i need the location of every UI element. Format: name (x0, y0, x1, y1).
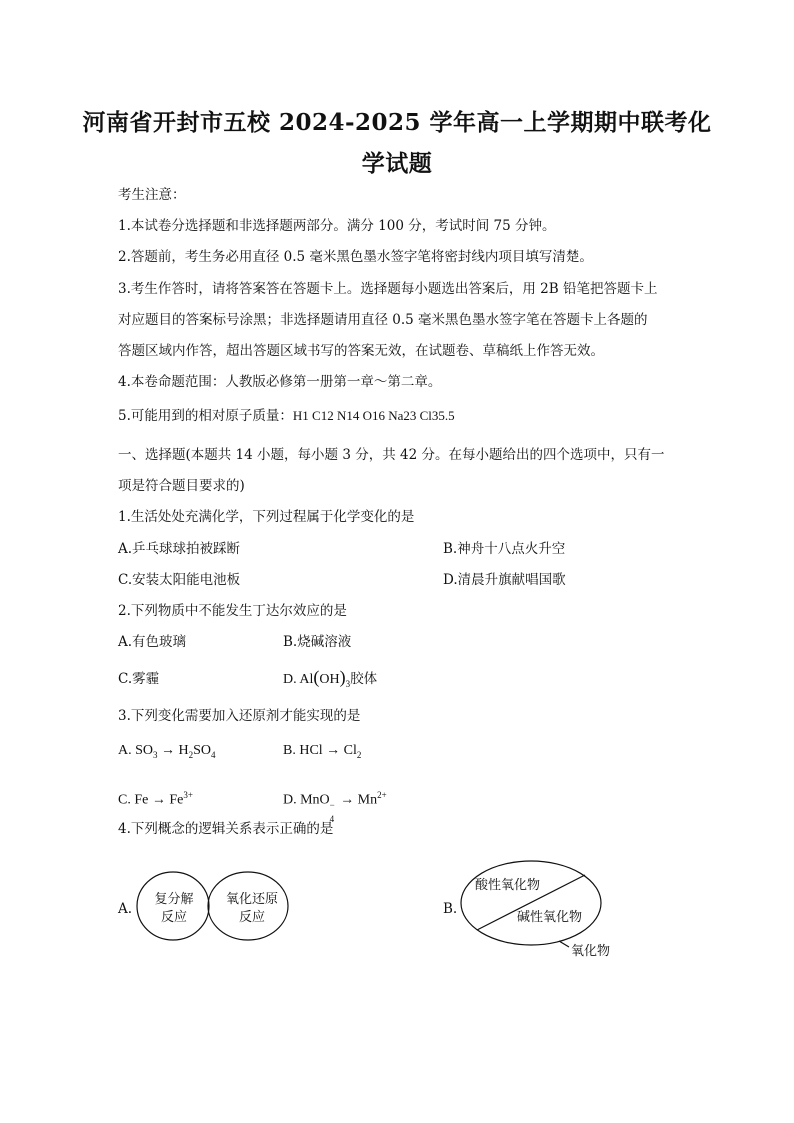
q2-d-prefix: D. Al (283, 672, 314, 687)
q3-d-sup: − (329, 799, 335, 810)
q1-option-a: A.乒乓球球拍被踩断 (118, 541, 241, 557)
q2-option-b: B.烧碱溶液 (283, 634, 352, 650)
q3-a-sub1: 3 (153, 749, 158, 760)
q3-c-text: C. Fe → Fe (118, 792, 184, 808)
notice-item-3: 3.考生作答时，请将答案答在答题卡上。选择题每小题选出答案后，用 2B 铅笔把答题卡上 (118, 281, 658, 297)
q1-option-c: C.安装太阳能电池板 (118, 572, 241, 588)
notice-item-3-cont1: 对应题目的答案标号涂黑；非选择题请用直径 0.5 毫米黑色墨水签字笔在答题卡上各题的 (118, 312, 648, 328)
q3-d-mno: D. MnO (283, 792, 330, 808)
q2-option-a: A.有色玻璃 (118, 634, 187, 650)
oxide-pointer-line (559, 941, 569, 947)
q3-a-so: A. SO (118, 743, 154, 758)
q3-b-sub: 2 (356, 749, 362, 760)
section1-line2: 项是符合题目要求的) (118, 478, 245, 494)
q3-a-sub2: 2 (188, 749, 194, 760)
section1-line1: 一、选择题(本题共 14 小题，每小题 3 分，共 42 分。在每小题给出的四个选项中，只有一 (118, 447, 665, 463)
venn-right-label-1: 氧化还原 (225, 892, 279, 907)
q2-option-d (283, 668, 377, 693)
q3-option-d (283, 786, 387, 824)
q3-a-arrow: → H (157, 743, 189, 758)
venn-right-label-2: 反应 (238, 910, 266, 925)
q4-diagram-a (132, 866, 292, 946)
venn-left-label-2: 反应 (160, 910, 188, 925)
q3-b-text: B. HCl → Cl (283, 743, 357, 758)
basic-oxide-label: 碱性氧化物 (517, 910, 583, 925)
notice-item-3-cont2: 答题区域内作答，超出答题区域书写的答案无效，在试题卷、草稿纸上作答无效。 (118, 343, 604, 359)
atomic-masses: H1 C12 N14 O16 Na23 Cl35.5 (292, 408, 455, 423)
q4-option-a-label: A. (118, 901, 133, 917)
notice-item-5-label: 5.可能用到的相对原子质量： (118, 408, 293, 424)
q2-d-oh: OH (319, 672, 340, 687)
q2-d-sub: 3 (345, 678, 351, 689)
q2-d-paren-close: ) (339, 667, 346, 687)
q3-option-c (118, 786, 193, 810)
q1-option-d: D.清晨升旗献唱国歌 (443, 572, 566, 588)
q4-option-b-label: B. (443, 901, 458, 917)
notice-item-5 (118, 407, 455, 425)
q2-d-suffix: 胶体 (350, 671, 378, 687)
exam-title-line2: 学试题 (361, 150, 433, 177)
q2-option-c: C.雾霾 (118, 671, 160, 687)
q4-diagram-b (455, 855, 635, 965)
oxide-label: 氧化物 (571, 944, 611, 959)
q3-a-so4: SO (193, 743, 212, 758)
notice-item-2: 2.答题前，考生务必用直径 0.5 毫米黑色墨水签字笔将密封线内项目填写清楚。 (118, 249, 593, 265)
notice-heading: 考生注意： (118, 187, 186, 203)
q3-c-sup: 3+ (183, 790, 193, 800)
q2-d-paren-open: ( (313, 667, 320, 687)
q3-option-b (283, 742, 361, 764)
q3-d-arrow: → Mn (336, 792, 378, 808)
q3-d-sub: 4 (329, 813, 335, 824)
q1-stem: 1.生活处处充满化学，下列过程属于化学变化的是 (118, 509, 415, 525)
q3-stem: 3.下列变化需要加入还原剂才能实现的是 (118, 708, 361, 724)
q3-d-sup2: 2+ (377, 790, 387, 800)
acidic-oxide-label: 酸性氧化物 (475, 878, 541, 893)
q3-option-a (118, 742, 216, 764)
venn-left-label-1: 复分解 (154, 892, 194, 907)
q3-a-sub3: 4 (211, 749, 216, 760)
notice-item-1: 1.本试卷分选择题和非选择题两部分。满分 100 分，考试时间 75 分钟。 (118, 218, 556, 234)
q2-stem: 2.下列物质中不能发生丁达尔效应的是 (118, 603, 347, 619)
q4-stem: 4.下列概念的逻辑关系表示正确的是 (118, 821, 334, 837)
exam-title-line1: 河南省开封市五校 2024-2025 学年高一上学期期中联考化 (82, 109, 712, 136)
q1-option-b: B.神舟十八点火升空 (443, 541, 566, 557)
notice-item-4: 4.本卷命题范围：人教版必修第一册第一章～第二章。 (118, 374, 442, 390)
